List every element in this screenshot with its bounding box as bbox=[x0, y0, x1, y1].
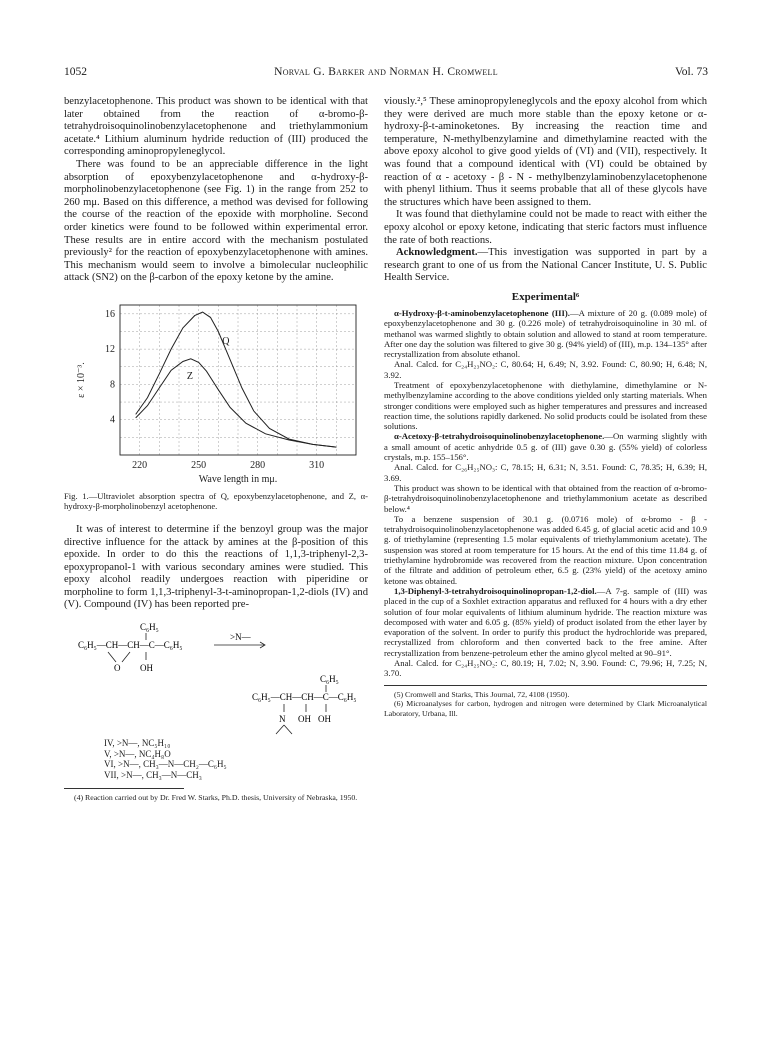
figure-caption: Fig. 1.—Ultraviolet absorption spectra of Q, epoxybenzylacetophenone, and Z, α-hydroxy-β-morpholinobenzyl acetophenone. bbox=[64, 490, 368, 512]
y-tick-labels bbox=[105, 309, 115, 426]
experiment-6-title: 1,3-Diphenyl-3-tetrahydroisoquinolinopropan-1,2-diol. bbox=[394, 585, 597, 596]
page-number: 1052 bbox=[64, 66, 87, 78]
y-tick-label: 4 bbox=[110, 414, 115, 426]
experiment-3 bbox=[384, 431, 707, 462]
running-authors: Norval G. Barker and Norman H. Cromwell bbox=[274, 66, 498, 78]
x-tick-label: 220 bbox=[132, 459, 148, 471]
compound-legend-iv: IV, >N—, NC₅H₁₀ bbox=[104, 738, 171, 749]
series-label-z: Z bbox=[186, 371, 193, 383]
acknowledgment-label: Acknowledgment. bbox=[396, 247, 478, 259]
product-chain: C₆H₅—CH—CH—C—C₆H₅ bbox=[252, 692, 357, 703]
experiment-6-text: —A 7-g. sample of (III) was placed in the cup of a Soxhlet extraction apparatus and refluxed for 4 hours with a dry ether solution of four molar equivalents of lithium aluminum hydride. The reaction mixture was decomposed with water and 6.05 g. (85% yield) of product isolated from the ether layer by evaporation of the solvent. In order to purify this product the hydrochloride was prepared, recrystallized from chloroform and then converted back to the free amine. After recrystallization from benzene-petroleum ether the amino glycol melted at 90–91°. bbox=[384, 585, 707, 658]
reactant-epoxide-o: O bbox=[114, 663, 121, 674]
volume-label: Vol. 73 bbox=[674, 66, 708, 78]
experiment-6 bbox=[384, 586, 707, 658]
acknowledgment bbox=[384, 247, 707, 285]
product-phenyl-top: C₆H₅ bbox=[320, 674, 339, 685]
experiment-3-title: α-Acetoxy-β-tetrahydroisoquinolinobenzylacetophenone. bbox=[394, 431, 605, 442]
product-hydroxyl-1: OH bbox=[298, 714, 311, 725]
x-tick-label: 250 bbox=[191, 459, 207, 471]
left-paragraph-1: benzylacetophenone. This product was shown to be identical with that later obtained from the reaction of α-bromo-β-tetrahydroisoquinolinobenzylacetophenone and triethylammonium acetate.⁴ Lithium aluminum hydride reduction of (III) produced the corresponding aminopropyleneglycol. bbox=[64, 96, 368, 158]
reagent-amine: >N— bbox=[230, 632, 251, 643]
reaction-scheme-drawing bbox=[64, 618, 368, 768]
reactant-phenyl-top: C₆H₅ bbox=[140, 622, 159, 633]
x-tick-labels bbox=[132, 460, 324, 471]
footnote-4: (4) Reaction carried out by Dr. Fred W. Starks, Ph.D. thesis, University of Nebraska, 1950. bbox=[74, 793, 358, 803]
experimental-heading: Experimental⁶ bbox=[511, 290, 580, 303]
chart-grid bbox=[120, 305, 356, 455]
uv-spectrum-chart bbox=[64, 299, 368, 489]
right-column bbox=[384, 96, 707, 718]
y-tick-label: 12 bbox=[105, 344, 115, 356]
running-header bbox=[64, 66, 708, 84]
series-line-z bbox=[136, 359, 337, 447]
y-axis-label: ε × 10⁻³. bbox=[76, 362, 87, 398]
experiment-1-title: α-Hydroxy-β-t-aminobenzylacetophenone (III). bbox=[394, 307, 570, 318]
left-paragraph-2: There was found to be an appreciable difference in the light absorption of epoxybenzylacetophenone and α-hydroxy-β-morpholinobenzylacetophenone (see Fig. 1) in the range from 252 to 260 mμ. Based on this difference, a method was devised for following the course of the reaction of the epoxide with morpholine. Second order kinetics were found to be followed within experimental error. These results are in entire accord with the mechanism postulated previously² for the reaction of epoxybenzylacetophenone with amines. This mechanism would seem to involve a bimolecular nucleophilic attack (SN2) on the β-carbon of the epoxy ketone by the amine. bbox=[64, 158, 368, 284]
experiment-3-text: —On warming slightly with a small amount of acetic anhydride 0.5 g. of (III) gave 0.30 g. (55% yield) of colorless crystals, m.p. 155–156°. bbox=[384, 431, 707, 463]
footnote-rule bbox=[64, 788, 184, 789]
compound-legend-vii: VII, >N—, CH₃—N—CH₃ bbox=[104, 769, 202, 780]
product-hydroxyl-2: OH bbox=[318, 714, 331, 725]
right-paragraph-1: viously.²,⁵ These aminopropyleneglycols and the epoxy alcohol from which they were derived are much more stable than the epoxy ketone or α-hydroxy-β-t-aminoketones. By increasing the reaction time and temperature, N-methylbenzylamine and dimethylamine reacted with the above epoxy alcohol to give good yields of (VI) and (VII), respectively. It was found that a compound identical with (VI) could be obtained by reaction of α - acetoxy - β - N - methylbenzylaminobenzylacetophenone with phenyl lithium. Thus it seems probable that all of these glycols have the structures which have been assigned to them. bbox=[384, 96, 707, 208]
experiment-1-text: —A mixture of 20 g. (0.089 mole) of epoxybenzylacetophenone and 30 g. (0.226 mole) of tetrahydroisoquinoline in 30 ml. of methanol was warmed slightly to obtain solution and allowed to stand at room temperature. After one day the solution was filtered to give 30 g. (94% yield) of (III), m.p. 134–135° after recrystallization from absolute ethanol. bbox=[384, 307, 707, 360]
x-tick-label: 310 bbox=[309, 459, 325, 471]
reaction-scheme bbox=[64, 618, 368, 768]
series-line-q bbox=[136, 312, 337, 447]
uv-spectrum-figure bbox=[64, 299, 368, 489]
experiment-3-analysis: Anal. Calcd. for C₂₆H₂₅NO₃: C, 78.15; H, 6.31; N, 3.51. Found: C, 78.35; H, 6.39; H, 3.69. bbox=[384, 462, 707, 483]
experiment-1-analysis: Anal. Calcd. for C₂₄H₂₃NO₂: C, 80.64; H, 6.49; N, 3.92. Found: C, 80.90; H, 6.48; N, 3.92. bbox=[384, 359, 707, 380]
right-footnote-rule bbox=[384, 685, 707, 686]
product-nitrogen: N bbox=[279, 714, 286, 725]
experiment-4: This product was shown to be identical with that obtained from the reaction of α-bromo-β-tetrahydroisoquinolinobenzylacetophenone and triethylammonium acetate as described below.⁴ bbox=[384, 482, 707, 514]
experiment-2: Treatment of epoxybenzylacetophenone with diethylamine, dimethylamine or N-methylbenzylamine according to the above conditions yielded only starting materials. When stronger conditions were employed such as higher temperatures and pressures and increased reaction time, the solutions rapidly darkened. No solid products could be isolated from these solutions. bbox=[384, 379, 707, 432]
reactant-hydroxyl: OH bbox=[140, 663, 153, 674]
chart-frame bbox=[120, 305, 356, 455]
acknowledgment-text: —This investigation was supported in part by a research grant to one of us from the National Cancer Institute, U. S. Public Health Service. bbox=[384, 247, 707, 284]
compound-legend-v: V, >N—, NC₄H₈O bbox=[104, 748, 171, 759]
series-label-q: Q bbox=[222, 335, 230, 347]
y-tick-label: 8 bbox=[110, 379, 115, 391]
y-tick-label: 16 bbox=[105, 308, 115, 320]
experiment-5: To a benzene suspension of 30.1 g. (0.0716 mole) of α-bromo - β - tetrahydroisoquinolinobenzylacetophenone was added 6.45 g. of glacial acetic acid and 10.9 g. of triethylamine (representing 1.5 molar equivalents of triethylammonium acetate). The suspension was stored at room temperature for 15 hours. At the end of this time 11.84 g. of triethylamine hydrobromide was recovered from the reaction mixture. Upon concentration of the filtrate and addition of petroleum ether, 6.5 g. (23% yield) of the acetoxy amino ketone was obtained. bbox=[384, 513, 707, 586]
footnote-6: (6) Microanalyses for carbon, hydrogen and nitrogen were determined by Clark Microanalytical Laboratory, Urbana, Ill. bbox=[384, 699, 707, 718]
experiment-1 bbox=[384, 308, 707, 359]
footnote-5: (5) Cromwell and Starks, This Journal, 72, 4108 (1950). bbox=[394, 689, 570, 699]
experiment-6-analysis: Anal. Calcd. for C₂₄H₂₅NO₂: C, 80.19; H, 7.02; N, 3.90. Found: C, 79.96; H, 7.25; N, 3.70. bbox=[384, 658, 707, 679]
compound-legend-vi: VI, >N—, CH₃—N—CH₂—C₆H₅ bbox=[104, 759, 227, 770]
left-paragraph-3: It was of interest to determine if the benzoyl group was the major directive influence for the attack by amines at the β-position of this epoxide. In order to do this the reactions of 1,1,3-triphenyl-2,3-epoxypropanol-1 with various secondary amines were studied. This epoxy alcohol readily undergoes reaction with piperidine or morpholine to form 1,1,3-triphenyl-3-t-aminopropan-1,2-diols (IV) and (V). Compound (IV) has been reported pre- bbox=[64, 523, 368, 611]
x-tick-label: 280 bbox=[250, 459, 266, 471]
left-column bbox=[64, 96, 368, 803]
reactant-chain: C₆H₅—CH—CH—C—C₆H₅ bbox=[78, 640, 183, 651]
right-paragraph-2: It was found that diethylamine could not be made to react with either the epoxy alcohol or epoxy ketone, indicating that steric factors must influence the rate of both reactions. bbox=[384, 209, 707, 246]
x-axis-label: Wave length in mμ. bbox=[198, 473, 278, 485]
